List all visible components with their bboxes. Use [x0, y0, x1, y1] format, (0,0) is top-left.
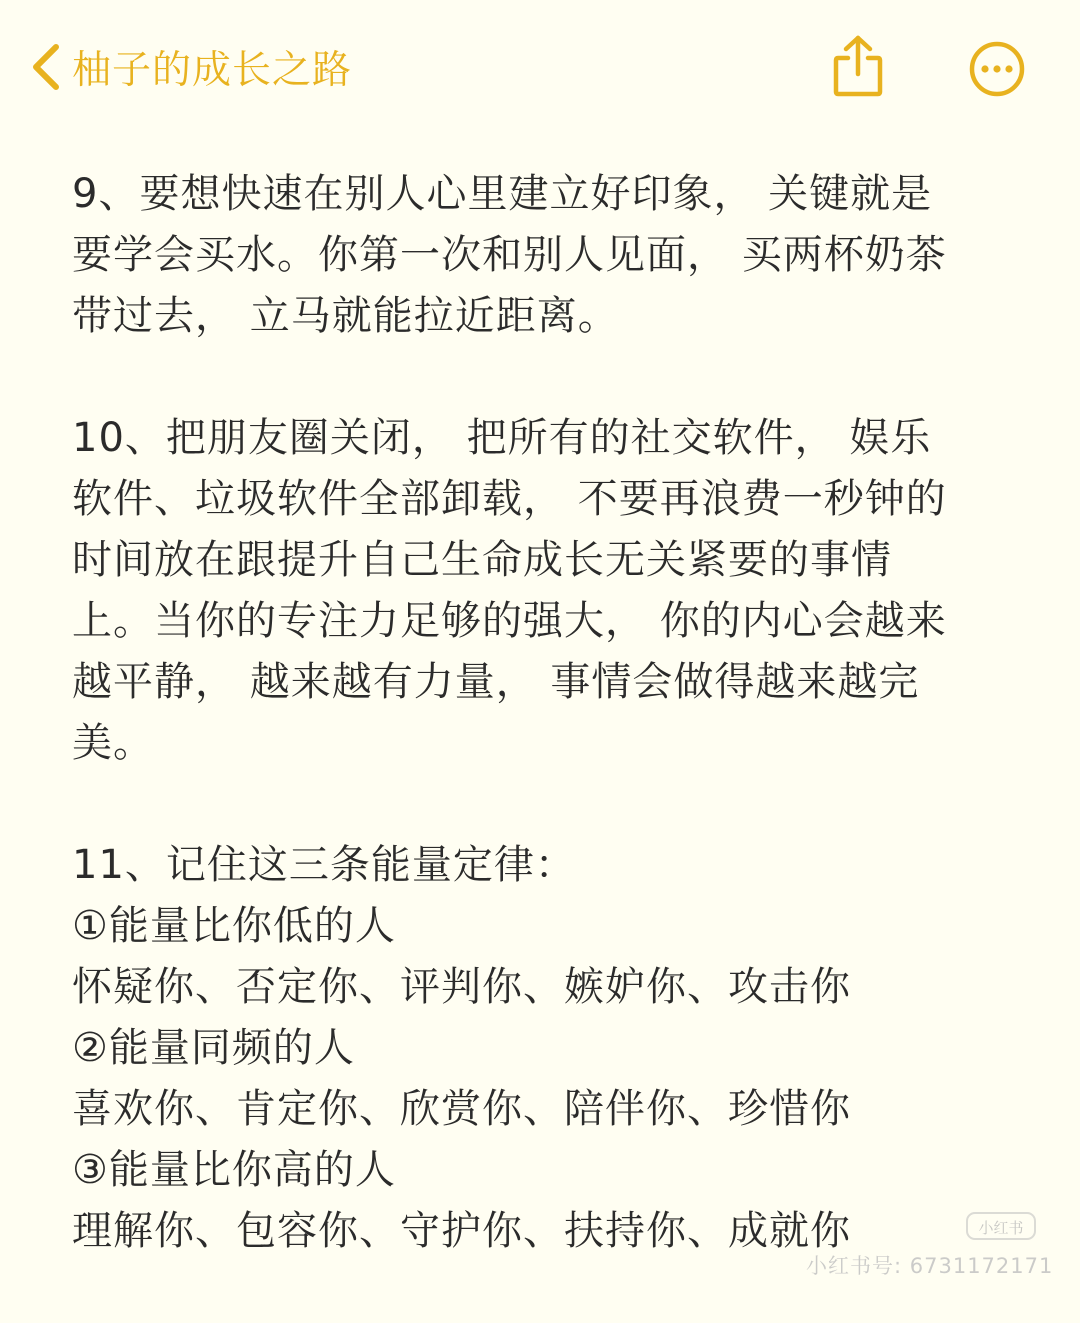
- note-line: 9、要想快速在别人心里建立好印象， 关键就是: [72, 171, 933, 217]
- note-line: 11、记住这三条能量定律：: [72, 842, 576, 888]
- back-button[interactable]: [28, 36, 352, 98]
- note-line: 软件、垃圾软件全部卸载， 不要再浪费一秒钟的: [72, 476, 947, 522]
- note-line: 美。: [72, 720, 154, 766]
- note-line: ①能量比你低的人: [72, 903, 396, 949]
- navigation-bar: [0, 0, 1080, 135]
- note-paragraph: [72, 408, 1022, 774]
- share-icon: [828, 83, 888, 102]
- note-line: 越平静， 越来越有力量， 事情会做得越来越完: [72, 659, 920, 705]
- share-button[interactable]: [828, 34, 888, 98]
- note-line: 带过去， 立马就能拉近距离。: [72, 293, 619, 339]
- note-paragraph: [72, 835, 1022, 1262]
- note-line: 喜欢你、肯定你、欣赏你、陪伴你、珍惜你: [72, 1086, 851, 1132]
- more-options-button[interactable]: [968, 40, 1026, 98]
- note-body[interactable]: [72, 164, 1022, 1323]
- watermark-logo: 小红书: [966, 1212, 1036, 1240]
- note-line: 上。当你的专注力足够的强大， 你的内心会越来: [72, 598, 947, 644]
- note-line: ②能量同频的人: [72, 1025, 355, 1071]
- note-paragraph: [72, 164, 1022, 347]
- more-icon: [968, 83, 1026, 102]
- watermark-id: 小红书号: 6731172171: [806, 1254, 1054, 1278]
- note-line: 10、把朋友圈关闭， 把所有的社交软件， 娱乐: [72, 415, 932, 461]
- note-folder-title: 柚子的成长之路: [72, 48, 353, 93]
- chevron-left-icon: [28, 41, 62, 93]
- note-line: 理解你、包容你、守护你、扶持你、成就你: [72, 1208, 851, 1254]
- note-line: 要学会买水。你第一次和别人见面， 买两杯奶茶: [72, 232, 947, 278]
- note-line: ③能量比你高的人: [72, 1147, 396, 1193]
- note-line: 时间放在跟提升自己生命成长无关紧要的事情: [72, 537, 892, 583]
- note-line: 怀疑你、否定你、评判你、嫉妒你、攻击你: [72, 964, 851, 1010]
